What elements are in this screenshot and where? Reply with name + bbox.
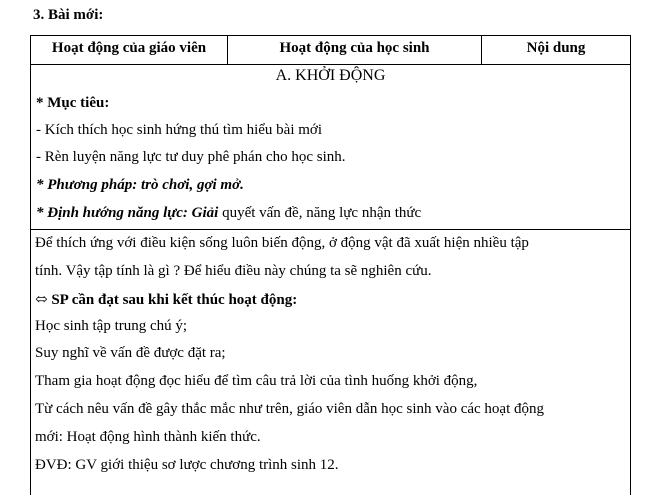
left-right-arrow-icon: ⬄ (35, 292, 48, 308)
intro-line-2: tính. Vậy tập tính là gì ? Để hiểu điều này chúng ta sẽ nghiên cứu. (35, 263, 432, 279)
header-student-activity: Hoạt động của học sinh (228, 36, 482, 64)
objective-item-1: - Kích thích học sinh hứng thú tìm hiểu bài mới (36, 122, 323, 138)
transition-line-1: Từ cách nêu vấn đề gây thắc mắc như trên, giáo viên dẫn học sinh vào các hoạt động (35, 401, 544, 417)
outcome-item-3: Tham gia hoạt động đọc hiểu để tìm câu trả lời của tình huống khởi động, (35, 373, 478, 389)
outcome-item-1: Học sinh tập trung chú ý; (35, 318, 188, 334)
lesson-table (30, 35, 631, 495)
method-line: * Phương pháp: trò chơi, gợi mở. (36, 177, 244, 193)
competence-label: * Định hướng năng lực: Giải (36, 205, 219, 221)
table-header-row (31, 36, 630, 65)
section-heading: 3. Bài mới: (33, 7, 104, 23)
transition-line-2: mới: Hoạt động hình thành kiến thức. (35, 429, 261, 445)
outcome-item-2: Suy nghĩ về vấn đề được đặt ra; (35, 345, 226, 361)
start-title: A. KHỞI ĐỘNG (275, 67, 386, 84)
start-section (31, 65, 630, 230)
objective-label: * Mục tiêu: (36, 95, 110, 111)
header-teacher-activity: Hoạt động của giáo viên (31, 36, 228, 64)
outcome-label: SP cần đạt sau khi kết thúc hoạt động: (47, 292, 298, 308)
objective-item-2: - Rèn luyện năng lực tư duy phê phán cho học sinh. (36, 149, 346, 165)
header-content: Nội dung (526, 40, 586, 56)
intro-line-1: Để thích ứng với điều kiện sống luôn biến động, ở động vật đã xuất hiện nhiều tập (35, 235, 529, 251)
competence-line (36, 205, 421, 222)
outcome-heading (35, 290, 297, 309)
body-section (31, 230, 630, 496)
problem-statement: ĐVĐ: GV giới thiệu sơ lược chương trình sinh 12. (35, 457, 339, 473)
competence-text: quyết vấn đề, năng lực nhận thức (218, 205, 422, 221)
